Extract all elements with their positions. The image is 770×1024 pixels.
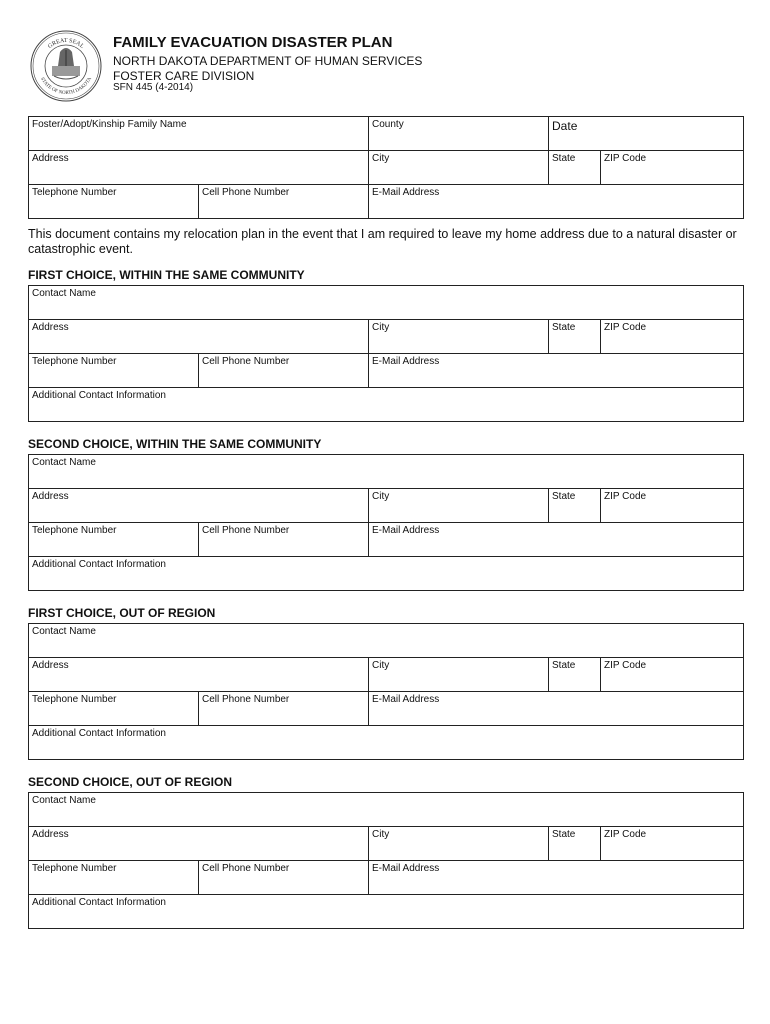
contact-name-label: Contact Name [32, 457, 96, 468]
contact-name-label: Contact Name [32, 288, 96, 299]
intro-text: This document contains my relocation plan in the event that I am required to leave my home address due to a natural disaster or catastrophic event. [28, 227, 737, 256]
contact-name-field[interactable] [29, 286, 744, 320]
zip-label: ZIP Code [604, 829, 647, 840]
address-label: Address [32, 491, 69, 502]
zip-label: ZIP Code [604, 322, 647, 333]
division-name: FOSTER CARE DIVISION [113, 69, 255, 83]
cell-phone-label: Cell Phone Number [202, 356, 290, 367]
city-label: City [372, 491, 390, 502]
svg-text:STATE OF NORTH DAKOTA: STATE OF NORTH DAKOTA [39, 76, 93, 97]
telephone-field[interactable] [29, 692, 199, 726]
cell-phone-field[interactable] [199, 861, 369, 895]
county-field[interactable] [369, 117, 549, 151]
family-info-table [28, 116, 744, 219]
form-number: SFN 445 (4-2014) [113, 82, 194, 93]
city-field[interactable] [369, 489, 549, 523]
address-label: Address [32, 322, 69, 333]
additional-info-field[interactable] [29, 388, 744, 422]
family-name-field[interactable] [29, 117, 369, 151]
email-field[interactable] [369, 185, 744, 219]
address-field[interactable] [29, 827, 369, 861]
zip-field[interactable] [601, 489, 744, 523]
telephone-label: Telephone Number [32, 525, 117, 536]
city-field[interactable] [369, 320, 549, 354]
state-field[interactable] [549, 489, 601, 523]
telephone-label: Telephone Number [32, 356, 117, 367]
state-label: State [552, 153, 576, 164]
department-name: NORTH DAKOTA DEPARTMENT OF HUMAN SERVICES [113, 54, 423, 68]
zip-label: ZIP Code [604, 153, 647, 164]
cell-phone-field[interactable] [199, 185, 369, 219]
state-field[interactable] [549, 320, 601, 354]
email-label: E-Mail Address [372, 525, 440, 536]
city-label: City [372, 153, 390, 164]
email-label: E-Mail Address [372, 356, 440, 367]
telephone-label: Telephone Number [32, 694, 117, 705]
telephone-label: Telephone Number [32, 187, 117, 198]
cell-phone-field[interactable] [199, 354, 369, 388]
state-field[interactable] [549, 658, 601, 692]
additional-info-label: Additional Contact Information [32, 728, 166, 739]
contact-name-field[interactable] [29, 793, 744, 827]
contact-name-label: Contact Name [32, 795, 96, 806]
zip-label: ZIP Code [604, 660, 647, 671]
section-title: SECOND CHOICE, WITHIN THE SAME COMMUNITY [28, 437, 322, 451]
cell-phone-label: Cell Phone Number [202, 187, 290, 198]
contact-section-table [28, 285, 744, 422]
email-label: E-Mail Address [372, 187, 440, 198]
section-title: SECOND CHOICE, OUT OF REGION [28, 775, 233, 789]
state-field[interactable] [549, 151, 601, 185]
additional-info-field[interactable] [29, 557, 744, 591]
email-field[interactable] [369, 692, 744, 726]
additional-info-field[interactable] [29, 895, 744, 929]
cell-phone-field[interactable] [199, 692, 369, 726]
zip-field[interactable] [601, 320, 744, 354]
telephone-field[interactable] [29, 523, 199, 557]
additional-info-field[interactable] [29, 726, 744, 760]
state-label: State [552, 660, 576, 671]
city-field[interactable] [369, 151, 549, 185]
county-label: County [372, 119, 404, 130]
address-field[interactable] [29, 320, 369, 354]
city-label: City [372, 322, 390, 333]
additional-info-label: Additional Contact Information [32, 897, 166, 908]
cell-phone-label: Cell Phone Number [202, 863, 290, 874]
family-name-label: Foster/Adopt/Kinship Family Name [32, 119, 187, 130]
form-title: FAMILY EVACUATION DISASTER PLAN [113, 34, 393, 51]
date-label: Date [552, 119, 578, 133]
city-label: City [372, 660, 390, 671]
address-label: Address [32, 829, 69, 840]
email-field[interactable] [369, 861, 744, 895]
telephone-field[interactable] [29, 861, 199, 895]
additional-info-label: Additional Contact Information [32, 390, 166, 401]
svg-text:GREAT SEAL: GREAT SEAL [47, 37, 85, 50]
address-label: Address [32, 660, 69, 671]
city-label: City [372, 829, 390, 840]
date-field[interactable] [549, 117, 744, 151]
telephone-field[interactable] [29, 354, 199, 388]
contact-name-label: Contact Name [32, 626, 96, 637]
cell-phone-label: Cell Phone Number [202, 525, 290, 536]
city-field[interactable] [369, 658, 549, 692]
address-label: Address [32, 153, 69, 164]
zip-field[interactable] [601, 827, 744, 861]
cell-phone-field[interactable] [199, 523, 369, 557]
state-label: State [552, 322, 576, 333]
address-field[interactable] [29, 658, 369, 692]
email-field[interactable] [369, 354, 744, 388]
zip-field[interactable] [601, 658, 744, 692]
contact-section-table [28, 623, 744, 760]
contact-name-field[interactable] [29, 624, 744, 658]
email-field[interactable] [369, 523, 744, 557]
email-label: E-Mail Address [372, 863, 440, 874]
address-field[interactable] [29, 151, 369, 185]
contact-section-table [28, 454, 744, 591]
city-field[interactable] [369, 827, 549, 861]
email-label: E-Mail Address [372, 694, 440, 705]
contact-name-field[interactable] [29, 455, 744, 489]
zip-field[interactable] [601, 151, 744, 185]
cell-phone-label: Cell Phone Number [202, 694, 290, 705]
state-field[interactable] [549, 827, 601, 861]
state-label: State [552, 491, 576, 502]
section-title: FIRST CHOICE, OUT OF REGION [28, 606, 216, 620]
state-seal-logo [30, 30, 102, 102]
zip-label: ZIP Code [604, 491, 647, 502]
address-field[interactable] [29, 489, 369, 523]
additional-info-label: Additional Contact Information [32, 559, 166, 570]
contact-section-table [28, 792, 744, 929]
state-label: State [552, 829, 576, 840]
section-title: FIRST CHOICE, WITHIN THE SAME COMMUNITY [28, 268, 305, 282]
telephone-label: Telephone Number [32, 863, 117, 874]
telephone-field[interactable] [29, 185, 199, 219]
